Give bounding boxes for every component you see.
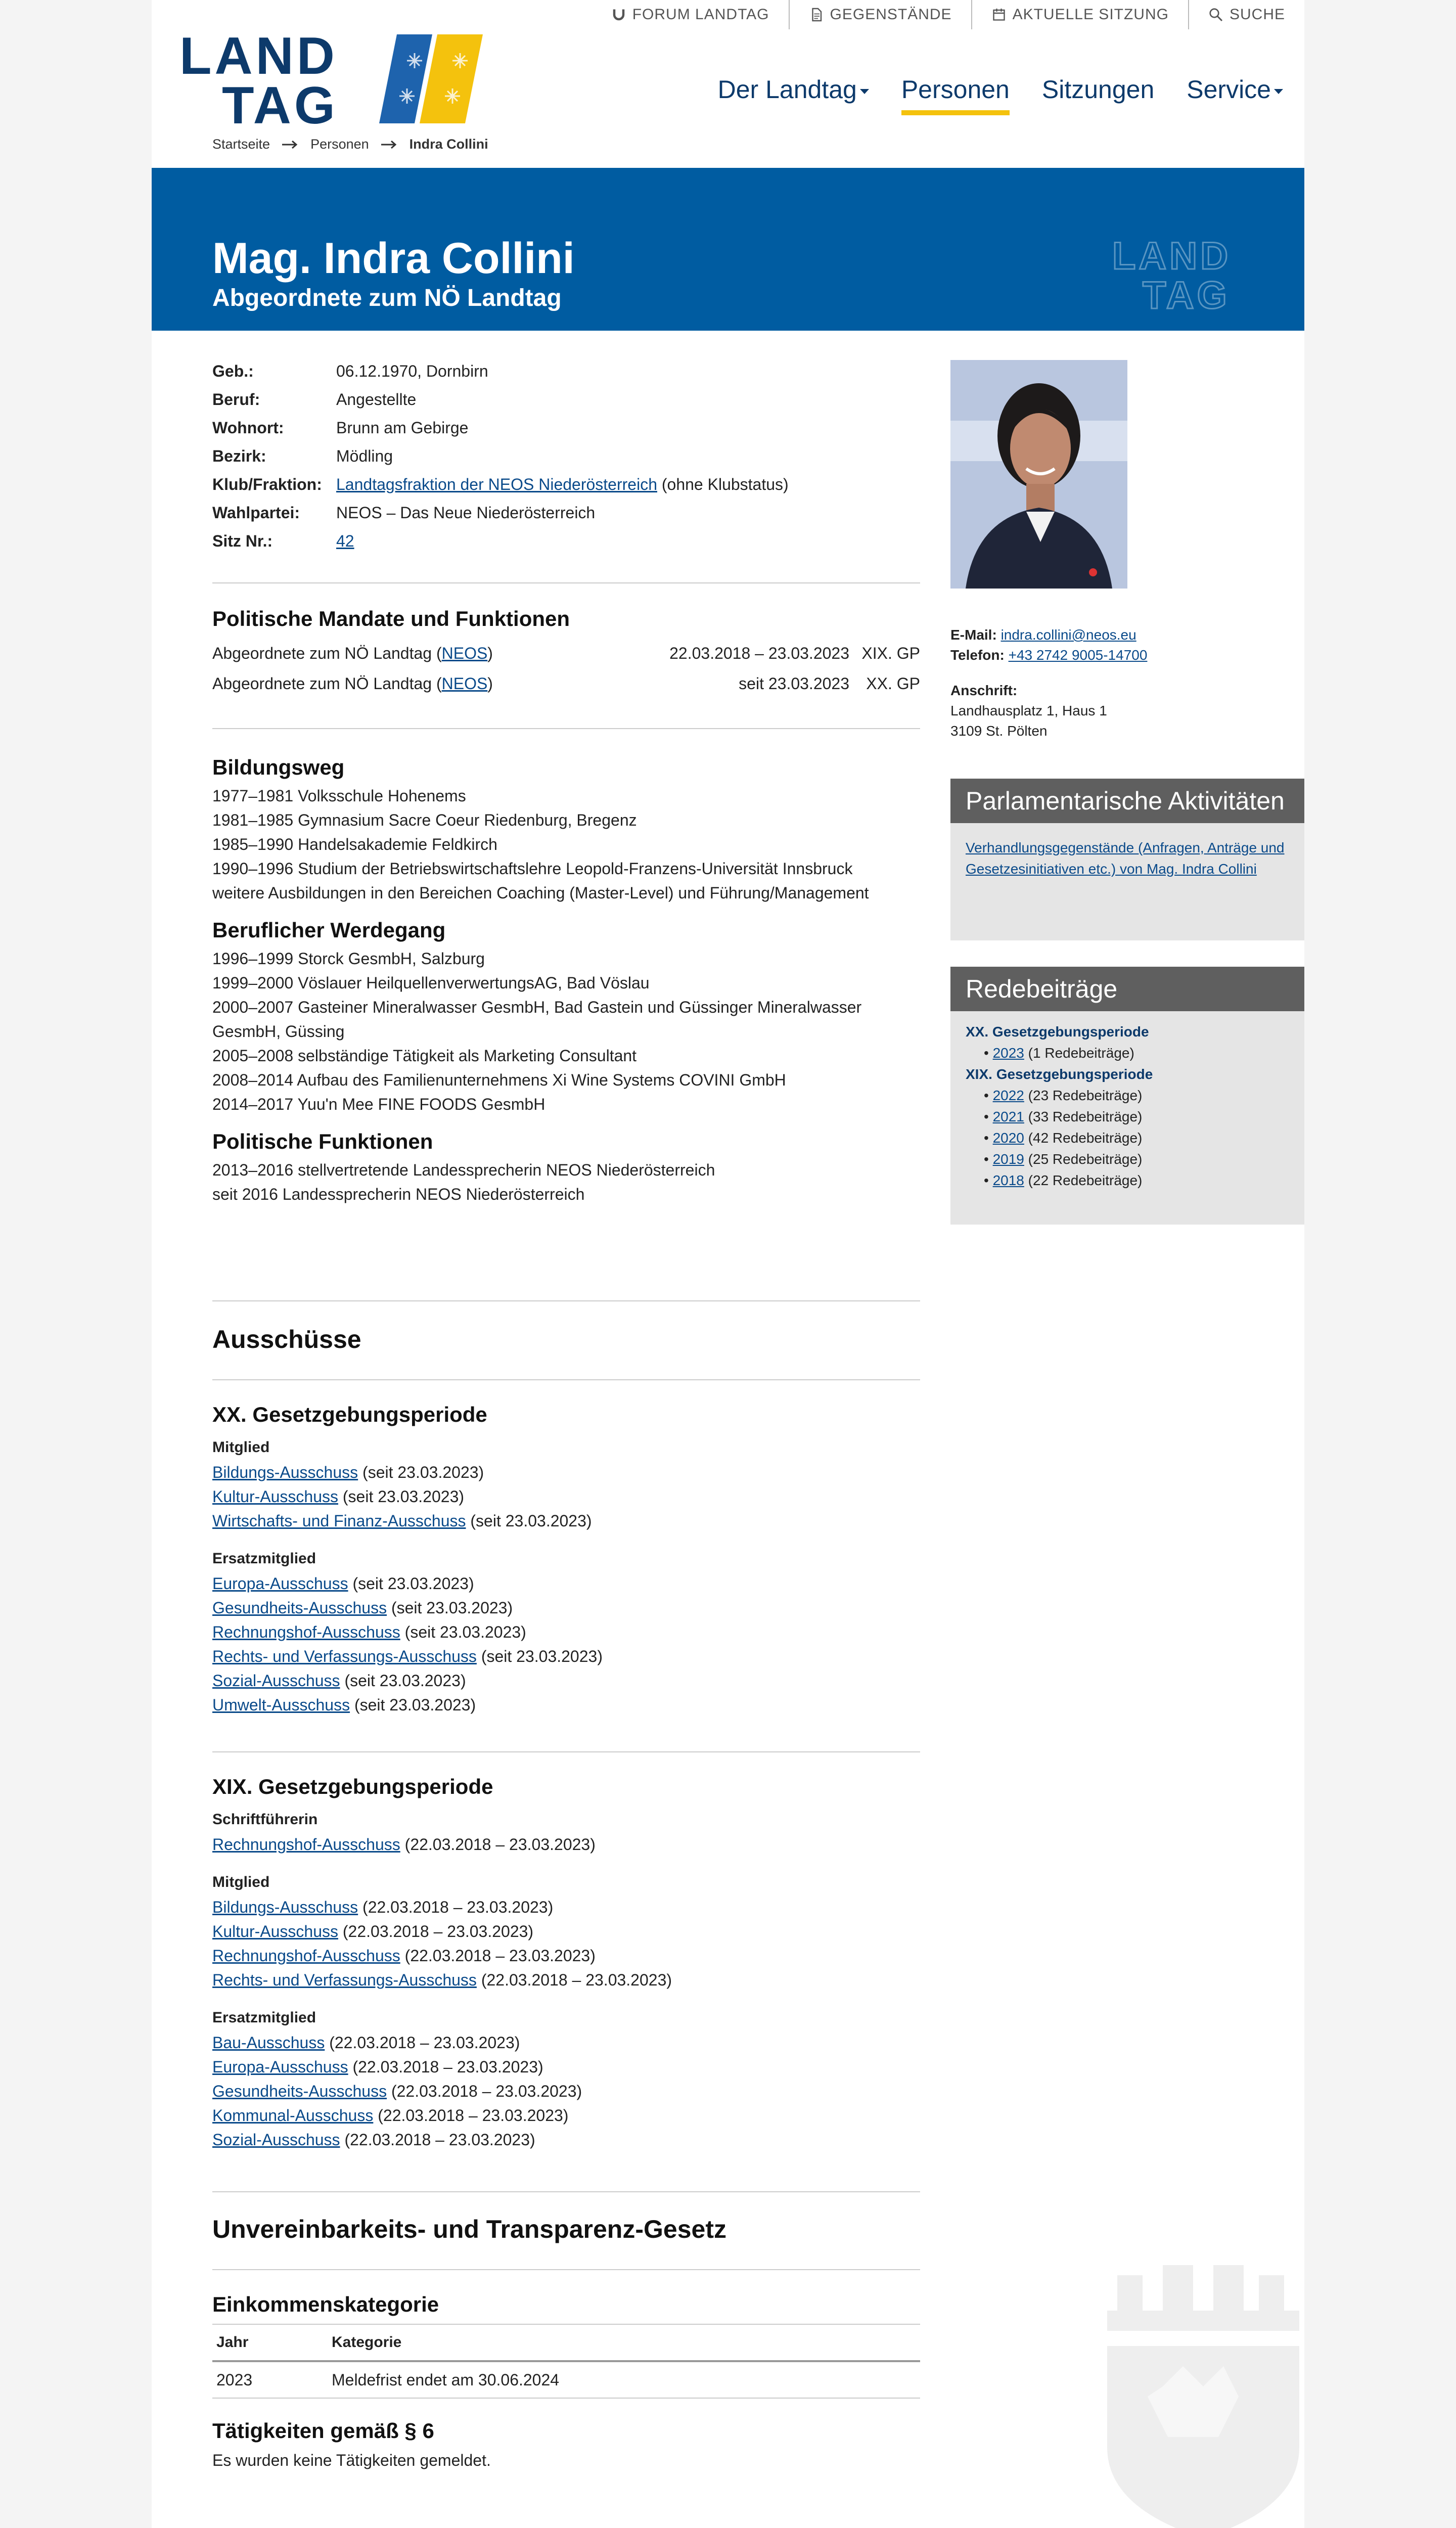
ausschuesse-xix <box>212 1775 920 2152</box>
divider <box>212 1300 920 1301</box>
document-icon <box>809 7 824 22</box>
polfunk-list: 2013–2016 stellvertretende Landessprecherin NEOS Niederösterreich seit 2016 Landessprecherin NEOS Niederösterreich <box>212 1161 715 1203</box>
person-hero <box>152 168 1304 331</box>
committee-link[interactable]: Rechnungshof-Ausschuss <box>212 1947 400 1965</box>
caret-down-icon <box>1274 89 1283 94</box>
svg-text:TAG: TAG <box>1143 274 1230 310</box>
committee-link[interactable]: Europa-Ausschuss <box>212 2058 348 2076</box>
rede-year-link[interactable]: 2022 <box>992 1088 1024 1103</box>
person-portrait <box>950 360 1127 589</box>
field-geburt: Geb.: 06.12.1970, Dornbirn <box>212 362 488 380</box>
list-item: • 2021 (33 Redebeiträge) <box>984 1109 1143 1124</box>
rede-xix-list <box>966 1085 1289 1191</box>
parl-aktivitaeten-box <box>950 779 1304 940</box>
topnav-aktuelle-sitzung[interactable]: AKTUELLE SITZUNG <box>971 0 1188 29</box>
person-role: Abgeordnete zum NÖ Landtag <box>212 285 562 311</box>
divider <box>212 728 920 729</box>
search-icon <box>1208 7 1223 22</box>
beruf-title: Beruflicher Werdegang <box>212 918 446 942</box>
einkommen-table <box>212 2324 920 2399</box>
contact-phone: Telefon: +43 2742 9005-14700 <box>950 647 1148 663</box>
field-beruf: Beruf: Angestellte <box>212 390 417 409</box>
xix-mitglied-list: Bildungs-Ausschuss (22.03.2018 – 23.03.2023) Kultur-Ausschuss (22.03.2018 – 23.03.2023) Rechnungshof-Ausschuss (22.03.2018 – 23.03.2023) Rechts- und Verfassungs-Ausschuss (22.03.2018 – 23.03.2023) <box>212 1898 672 1989</box>
landtag-logo[interactable] <box>179 30 503 126</box>
top-navigation <box>592 0 1304 29</box>
mandate-row: Abgeordnete zum NÖ Landtag (NEOS) seit 23.03.2023 XX. GP <box>212 674 920 693</box>
svg-text:LAND: LAND <box>1112 235 1232 278</box>
sitz-link[interactable]: 42 <box>336 532 354 550</box>
xx-mitglied-list: Bildungs-Ausschuss (seit 23.03.2023) Kultur-Ausschuss (seit 23.03.2023) Wirtschafts- und Finanz-Ausschuss (seit 23.03.2023) <box>212 1463 592 1530</box>
committee-link[interactable]: Gesundheits-Ausschuss <box>212 1599 387 1617</box>
site-header <box>152 0 1304 168</box>
committee-link[interactable]: Kultur-Ausschuss <box>212 1487 338 1506</box>
field-klub: Klub/Fraktion: Landtagsfraktion der NEOS Niederösterreich (ohne Klubstatus) <box>212 475 789 493</box>
page <box>152 0 1304 2528</box>
einkommen-section <box>212 2292 920 2472</box>
xix-gp-title: XIX. Gesetzgebungsperiode <box>212 1775 493 1798</box>
committee-link[interactable]: Kommunal-Ausschuss <box>212 2106 374 2125</box>
portrait-image <box>950 360 1127 589</box>
klub-link[interactable]: Landtagsfraktion der NEOS Niederösterreich <box>336 475 657 493</box>
committee-link[interactable]: Rechnungshof-Ausschuss <box>212 1835 400 1854</box>
einkommen-title: Einkommenskategorie <box>212 2292 439 2316</box>
landtag-watermark <box>1112 235 1284 310</box>
breadcrumb-personen[interactable]: Personen <box>310 137 369 152</box>
topnav-forum-landtag[interactable]: FORUM LANDTAG <box>592 0 789 29</box>
nav-sitzungen[interactable]: Sitzungen <box>1041 75 1155 104</box>
rede-gp-xx: XX. Gesetzgebungsperiode <box>966 1024 1149 1040</box>
svg-text:LAND: LAND <box>179 30 338 85</box>
taetig-title: Tätigkeiten gemäß § 6 <box>212 2419 434 2443</box>
field-wohnort: Wohnort: Brunn am Gebirge <box>212 419 469 437</box>
redebeitraege-title: Redebeiträge <box>950 967 1304 1011</box>
committee-link[interactable]: Wirtschafts- und Finanz-Ausschuss <box>212 1512 466 1530</box>
rede-year-link[interactable]: 2020 <box>992 1130 1024 1146</box>
committee-link[interactable]: Kultur-Ausschuss <box>212 1922 338 1940</box>
arrow-right-icon <box>281 140 299 150</box>
rede-year-link[interactable]: 2018 <box>992 1172 1024 1188</box>
topnav-suche[interactable]: SUCHE <box>1188 0 1304 29</box>
xix-schrift-list: Rechnungshof-Ausschuss (22.03.2018 – 23.03.2023) <box>212 1835 596 1854</box>
divider <box>212 2269 920 2270</box>
rede-gp-xix: XIX. Gesetzgebungsperiode <box>966 1066 1153 1082</box>
xix-mitglied-label: Mitglied <box>212 1874 270 1890</box>
profile-fields <box>212 357 920 555</box>
list-item: • 2022 (23 Redebeiträge) <box>984 1088 1143 1103</box>
party-link[interactable]: NEOS <box>441 674 488 693</box>
contact-email: E-Mail: indra.collini@neos.eu <box>950 627 1136 643</box>
transparenz-section <box>212 2215 920 2244</box>
xx-mitglied-label: Mitglied <box>212 1439 270 1456</box>
divider <box>212 582 920 583</box>
ausschuesse-xx <box>212 1403 920 1717</box>
main-navigation <box>718 75 1283 115</box>
contact-box <box>950 625 1304 741</box>
polfunk-title: Politische Funktionen <box>212 1130 433 1153</box>
bildung-title: Bildungsweg <box>212 755 345 779</box>
divider <box>212 2191 920 2192</box>
nav-personen[interactable]: Personen <box>901 75 1010 115</box>
divider <box>212 1379 920 1380</box>
field-wahlpartei: Wahlpartei: NEOS – Das Neue Niederösterreich <box>212 504 596 522</box>
nav-der-landtag[interactable]: Der Landtag <box>718 75 869 115</box>
beruf-list: 1996–1999 Storck GesmbH, Salzburg 1999–2000 Vöslauer HeilquellenverwertungsAG, Bad Vöslau 2000–2007 Gasteiner Mineralwasser GesmbH, Bad Gastein und Güssinger Mineralwasser GesmbH, Güssing 2005–2008 selbständige Tätigkeit als Marketing Consultant 2008–2014 Aufbau des Familienunternehmens Xi Wine Systems COVINI GmbH 2014–2017 Yuu'n Mee FINE FOODS GesmbH <box>212 950 862 1113</box>
ausschuesse-title: Ausschüsse <box>212 1325 361 1353</box>
rede-xx-list <box>966 1043 1289 1064</box>
xix-ersatz-label: Ersatzmitglied <box>212 2009 316 2026</box>
committee-link[interactable]: Bau-Ausschuss <box>212 2034 325 2052</box>
arrow-right-icon <box>380 140 398 150</box>
mandate-title: Politische Mandate und Funktionen <box>212 607 570 630</box>
horseshoe-icon <box>611 7 626 22</box>
rede-year-link[interactable]: 2019 <box>992 1151 1024 1167</box>
field-sitz: Sitz Nr.: 42 <box>212 527 920 555</box>
topnav-gegenstaende[interactable]: GEGENSTÄNDE <box>789 0 971 29</box>
mandate-row: Abgeordnete zum NÖ Landtag (NEOS) 22.03.2018 – 23.03.2023 XIX. GP <box>212 644 920 662</box>
party-link[interactable]: NEOS <box>441 644 488 662</box>
committee-link[interactable]: Europa-Ausschuss <box>212 1574 348 1593</box>
xx-ersatz-list: Europa-Ausschuss (seit 23.03.2023) Gesundheits-Ausschuss (seit 23.03.2023) Rechnungshof-Ausschuss (seit 23.03.2023) Rechts- und Verfassungs-Ausschuss (seit 23.03.2023) Sozial-Ausschuss (seit 23.03.2023) Umwelt-Ausschuss (seit 23.03.2023) <box>212 1574 603 1714</box>
phone-link[interactable]: +43 2742 9005-14700 <box>1008 647 1148 663</box>
committee-link[interactable]: Rechnungshof-Ausschuss <box>212 1623 400 1641</box>
taetig-text: Es wurden keine Tätigkeiten gemeldet. <box>212 2451 491 2469</box>
rede-year-link[interactable]: 2021 <box>992 1109 1024 1124</box>
breadcrumb-current: Indra Collini <box>409 137 488 152</box>
xix-schrift-label: Schriftführerin <box>212 1811 318 1828</box>
field-bezirk: Bezirk: Mödling <box>212 447 393 465</box>
crest-watermark-icon <box>1087 2235 1304 2528</box>
xix-ersatz-list: Bau-Ausschuss (22.03.2018 – 23.03.2023) Europa-Ausschuss (22.03.2018 – 23.03.2023) Gesundheits-Ausschuss (22.03.2018 – 23.03.2023) Kommunal-Ausschuss (22.03.2018 – 23.03.2023) Sozial-Ausschuss (22.03.2018 – 23.03.2023) <box>212 2034 582 2149</box>
list-item: • 2018 (22 Redebeiträge) <box>984 1172 1143 1188</box>
biography-section <box>212 755 920 1206</box>
contact-address: Anschrift: Landhausplatz 1, Haus 1 3109 St. Pölten <box>950 683 1107 739</box>
mandate-section <box>212 607 920 699</box>
caret-down-icon <box>860 89 869 94</box>
committee-link[interactable]: Rechts- und Verfassungs-Ausschuss <box>212 1647 477 1665</box>
transparenz-title: Unvereinbarkeits- und Transparenz-Gesetz <box>212 2215 726 2243</box>
nav-service[interactable]: Service <box>1187 75 1283 115</box>
committee-link[interactable]: Sozial-Ausschuss <box>212 2131 340 2149</box>
list-item: • 2023 (1 Redebeiträge) <box>984 1045 1134 1061</box>
parl-aktivitaeten-link[interactable]: Verhandlungsgegenstände (Anfragen, Anträge und Gesetzesinitiativen etc.) von Mag. Indra Collini <box>966 840 1285 877</box>
rede-year-link[interactable]: 2023 <box>992 1045 1024 1061</box>
xx-gp-title: XX. Gesetzgebungsperiode <box>212 1403 487 1426</box>
parl-aktivitaeten-title: Parlamentarische Aktivitäten <box>950 779 1304 823</box>
email-link[interactable]: indra.collini@neos.eu <box>1000 627 1136 643</box>
list-item: • 2019 (25 Redebeiträge) <box>984 1151 1143 1167</box>
divider <box>212 1751 920 1752</box>
table-row: 2023 Meldefrist endet am 30.06.2024 <box>212 2362 920 2399</box>
committee-link[interactable]: Gesundheits-Ausschuss <box>212 2082 387 2100</box>
committee-link[interactable]: Bildungs-Ausschuss <box>212 1463 358 1481</box>
table-header: Jahr Kategorie <box>212 2325 920 2362</box>
person-name: Mag. Indra Collini <box>212 234 575 283</box>
xx-ersatz-label: Ersatzmitglied <box>212 1550 316 1567</box>
committee-link[interactable]: Bildungs-Ausschuss <box>212 1898 358 1916</box>
list-item: • 2020 (42 Redebeiträge) <box>984 1130 1143 1146</box>
calendar-icon <box>991 7 1007 22</box>
committee-link[interactable]: Umwelt-Ausschuss <box>212 1696 350 1714</box>
breadcrumb-startseite[interactable]: Startseite <box>212 137 270 152</box>
svg-text:TAG: TAG <box>222 76 338 126</box>
bildung-list: 1977–1981 Volksschule Hohenems 1981–1985 Gymnasium Sacre Coeur Riedenburg, Bregenz 1985–1990 Handelsakademie Feldkirch 1990–1996 Studium der Betriebswirtschaftslehre Leopold-Franzens-Universität Innsbruck weitere Ausbildungen in den Bereichen Coaching (Master-Level) und Führung/Management <box>212 787 869 902</box>
committee-link[interactable]: Sozial-Ausschuss <box>212 1672 340 1690</box>
ausschuesse-title-wrap <box>212 1325 920 1354</box>
breadcrumb <box>212 137 488 152</box>
redebeitraege-box <box>950 967 1304 1225</box>
committee-link[interactable]: Rechts- und Verfassungs-Ausschuss <box>212 1971 477 1989</box>
